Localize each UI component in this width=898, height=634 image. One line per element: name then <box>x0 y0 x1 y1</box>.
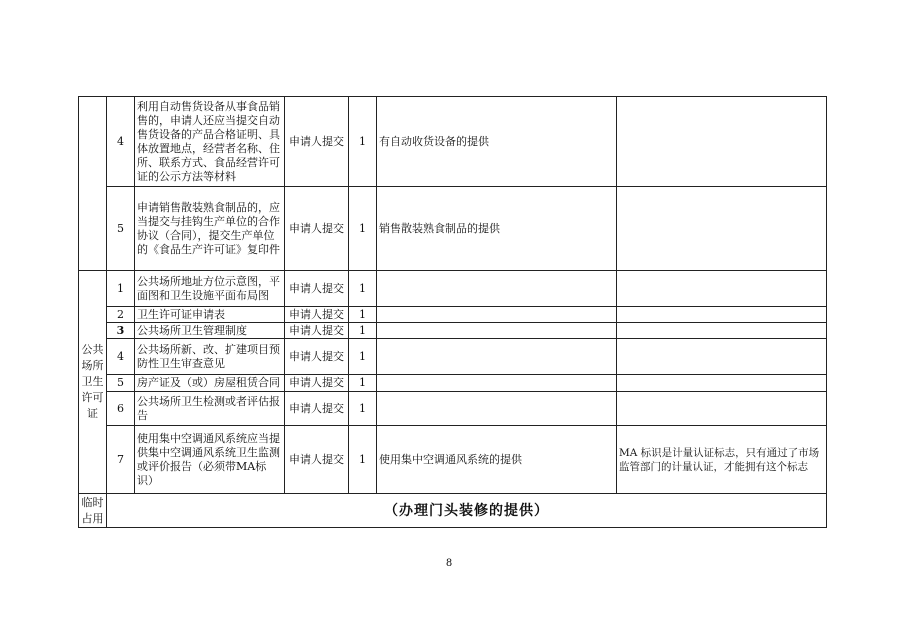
category-line: 场所 <box>81 359 104 372</box>
note-cell <box>377 339 617 375</box>
category-line: 临时 <box>81 495 104 509</box>
row-number: 6 <box>107 392 135 426</box>
row-number: 7 <box>107 426 135 494</box>
note-cell <box>377 307 617 323</box>
count-cell: 1 <box>349 375 377 392</box>
materials-table <box>78 96 827 528</box>
table-row <box>79 339 827 375</box>
note-cell <box>377 323 617 339</box>
material-cell: 公共场所卫生管理制度 <box>135 323 285 339</box>
count-cell: 1 <box>349 97 377 187</box>
source-cell: 申请人提交 <box>285 187 349 271</box>
source-cell: 申请人提交 <box>285 97 349 187</box>
source-cell: 申请人提交 <box>285 375 349 392</box>
material-cell: 公共场所卫生检测或者评估报告 <box>135 392 285 426</box>
category-line: 证 <box>87 407 98 420</box>
row-number: 1 <box>107 271 135 307</box>
remark-cell <box>617 339 827 375</box>
source-cell: 申请人提交 <box>285 339 349 375</box>
source-cell: 申请人提交 <box>285 271 349 307</box>
source-cell: 申请人提交 <box>285 323 349 339</box>
category-line: 许可 <box>81 391 104 404</box>
material-cell: 利用自动售货设备从事食品销售的，申请人还应当提交自动售货设备的产品合格证明、具体放置地点，经营者名称、住所、联系方式、食品经营许可证的公示方法等材料 <box>135 97 285 187</box>
row-number: 4 <box>107 339 135 375</box>
category-cell-empty <box>79 97 107 271</box>
category-line: 公共 <box>81 343 104 356</box>
table-row <box>79 97 827 187</box>
source-cell: 申请人提交 <box>285 426 349 494</box>
remark-cell <box>617 97 827 187</box>
count-cell: 1 <box>349 187 377 271</box>
material-cell: 公共场所新、改、扩建项目预防性卫生审查意见 <box>135 339 285 375</box>
material-cell: 申请销售散装熟食制品的，应当提交与挂钩生产单位的合作协议（合同），提交生产单位的《食品生产许可证》复印件 <box>135 187 285 271</box>
count-cell: 1 <box>349 339 377 375</box>
table-row <box>79 392 827 426</box>
note-cell <box>377 392 617 426</box>
table-row <box>79 307 827 323</box>
source-cell: 申请人提交 <box>285 392 349 426</box>
note-cell <box>377 271 617 307</box>
category-line: 卫生 <box>81 375 104 388</box>
category-public-hygiene <box>79 271 107 494</box>
row-number: 2 <box>107 307 135 323</box>
count-cell: 1 <box>349 307 377 323</box>
remark-cell <box>617 375 827 392</box>
remark-cell <box>617 271 827 307</box>
category-line: 占用 <box>81 511 104 525</box>
table-row <box>79 271 827 307</box>
row-number: 5 <box>107 187 135 271</box>
remark-cell <box>617 323 827 339</box>
material-cell: 公共场所地址方位示意图，平面图和卫生设施平面布局图 <box>135 271 285 307</box>
remark-cell <box>617 187 827 271</box>
count-cell: 1 <box>349 392 377 426</box>
count-cell: 1 <box>349 271 377 307</box>
note-cell: 有自动收货设备的提供 <box>377 97 617 187</box>
row-number: 3 <box>107 323 135 339</box>
remark-cell <box>617 307 827 323</box>
temporary-note: （办理门头装修的提供） <box>107 494 827 528</box>
category-temporary-occupation <box>79 494 107 528</box>
remark-cell <box>617 392 827 426</box>
source-cell: 申请人提交 <box>285 307 349 323</box>
note-cell <box>377 375 617 392</box>
note-cell: 使用集中空调通风系统的提供 <box>377 426 617 494</box>
material-cell: 使用集中空调通风系统应当提供集中空调通风系统卫生监测或评价报告（必须带MA标识） <box>135 426 285 494</box>
count-cell: 1 <box>349 323 377 339</box>
count-cell: 1 <box>349 426 377 494</box>
row-number: 4 <box>107 97 135 187</box>
table-row <box>79 375 827 392</box>
note-cell: 销售散装熟食制品的提供 <box>377 187 617 271</box>
table-row <box>79 187 827 271</box>
table-row <box>79 494 827 528</box>
page-number: 8 <box>445 558 453 569</box>
remark-cell: MA 标识是计量认证标志，只有通过了市场监管部门的计量认证，才能拥有这个标志 <box>617 426 827 494</box>
material-cell: 房产证及（或）房屋租赁合同 <box>135 375 285 392</box>
table-row <box>79 426 827 494</box>
table-row <box>79 323 827 339</box>
material-cell: 卫生许可证申请表 <box>135 307 285 323</box>
row-number: 5 <box>107 375 135 392</box>
